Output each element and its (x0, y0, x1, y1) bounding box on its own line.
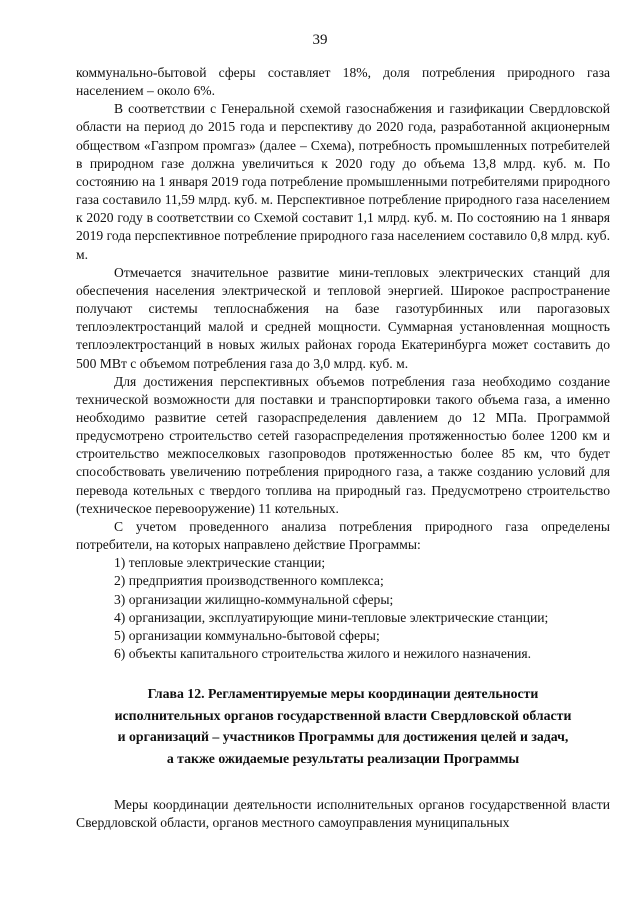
chapter-heading-line: а также ожидаемые результаты реализации Программы (166, 750, 520, 766)
list-item: 1) тепловые электрические станции; (114, 555, 326, 571)
list-item: 3) организации жилищно-коммунальной сферы; (114, 591, 394, 607)
list-item: 6) объекты капитального строительства жилого и нежилого назначения. (114, 646, 532, 661)
chapter-heading-line: и организаций – участников Программы для достижения целей и задач, (117, 729, 569, 745)
list-item: 2) предприятия производственного комплекса; (114, 573, 384, 589)
paragraph-gas-scheme: В соответствии с Генеральной схемой газоснабжения и газификации Свердловской области на период до 2015 года и перспективу до 2020 года, разработанной акционерным обществом «Газпром промгаз» (далее – Схема), потребность промышленных потребителей в природном газе должна увеличиться к 2020 году до объема 13,8 млрд. куб. м. По состоянию на 1 января 2019 года потребление промышленными потребителями природного газа составило 11,59 млрд. куб. м. Перспективное потребление природного газа населением к 2020 году в соответствии со Схемой составит 1,1 млрд. куб. м. По состоянию на 1 января 2019 года перспективное потребление природного газа населением составило 0,8 млрд. куб. м. (76, 101, 610, 262)
paragraph-consumers-intro: С учетом проведенного анализа потребления природного газа определены потребители, на которых направлено действие Программы: (76, 518, 610, 553)
paragraph-coordination-measures: Меры координации деятельности исполнительных органов государственной власти Свердловской области, органов местного самоуправления муниципальных (76, 797, 610, 831)
consumers-list (76, 554, 610, 663)
list-item: 5) организации коммунально-бытовой сферы; (114, 627, 380, 643)
paragraph-continuation: коммунально-бытовой сферы составляет 18%, доля потребления природного газа населением – около 6%. (76, 65, 610, 99)
chapter-heading-line: исполнительных органов государственной власти Свердловской области (114, 707, 572, 723)
chapter-heading-line: Глава 12. Регламентируемые меры координации деятельности (147, 686, 539, 702)
document-body (76, 64, 610, 832)
page-number: 39 (312, 32, 328, 48)
list-item: 4) организации, эксплуатирующие мини-тепловые электрические станции; (114, 609, 549, 625)
chapter-heading (76, 683, 610, 769)
paragraph-gas-distribution: Для достижения перспективных объемов потребления газа необходимо создание технической возможности для поставки и транспортировки такого объема газа, а именно необходимо развитие сетей газораспределения давлением до 12 МПа. Программой предусмотрено строительство сетей газораспределения протяженностью более 1200 км и строительство межпоселковых газопроводов протяженностью более 85 км, что будет способствовать увеличению потребления природного газа, а также созданию условий для перевода котельных с твердого топлива на природный газ. Предусмотрено строительство (техническое перевооружение) 11 котельных. (76, 373, 610, 516)
paragraph-mini-power-plants: Отмечается значительное развитие мини-тепловых электрических станций для обеспечения населения электрической и тепловой энергией. Широкое распространение получают системы теплоснабжения на базе газотурбинных или парогазовых теплоэлектростанций малой и средней мощности. Суммарная установленная мощность теплоэлектростанций в новых жилых районах города Екатеринбурга может составить до 500 МВт с объемом потребления газа до 3,0 млрд. куб. м. (76, 264, 610, 371)
